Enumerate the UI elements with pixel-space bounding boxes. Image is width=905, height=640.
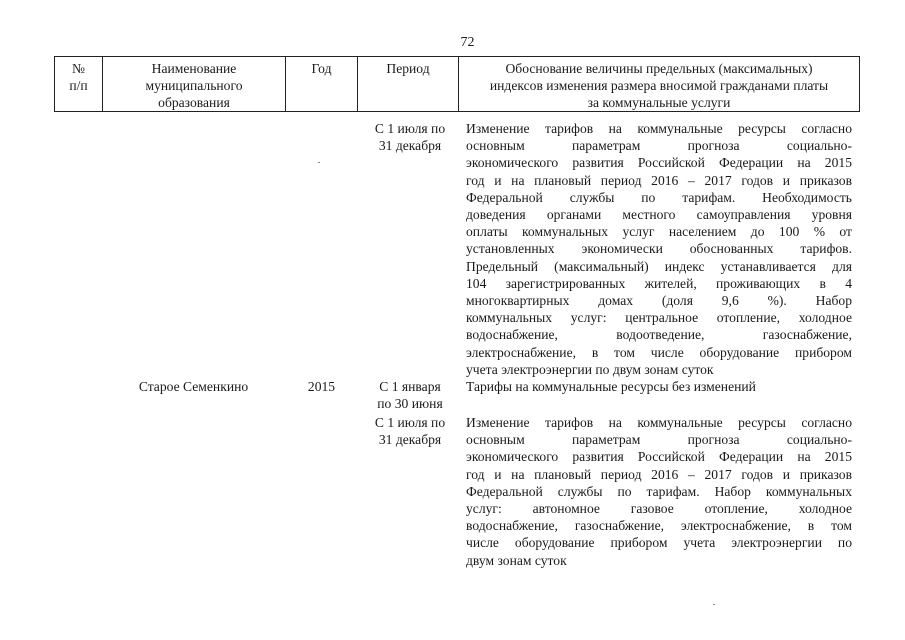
scan-speck xyxy=(713,604,715,605)
basis-line: Федеральной службы по тарифам. Набор коммунальных xyxy=(466,483,852,499)
page-number: 72 xyxy=(460,35,475,50)
header-right-border xyxy=(859,56,860,112)
basis-line: коммунальных услуг: центральное отопление, холодное xyxy=(466,310,852,326)
basis-line: Изменение тарифов на коммунальные ресурсы согласно xyxy=(466,121,852,136)
basis-line: учета электроэнергии по двум зонам суток xyxy=(466,361,714,377)
header-basis: Обоснование величины предельных (максимальных) индексов изменения размера вносимой гражданами платы за коммунальные услуги xyxy=(489,61,829,111)
header-name: Наименование муниципального образования xyxy=(145,61,243,111)
header-num: № п/п xyxy=(69,61,88,94)
basis-line: Федеральной службы по тарифам. Необходимость xyxy=(466,189,852,205)
basis-line: год и на плановый период 2016 – 2017 годов и приказов xyxy=(466,172,852,188)
basis-cell xyxy=(466,414,852,569)
year-cell: 2015 xyxy=(307,379,336,394)
basis-line: Тарифы на коммунальные ресурсы без изменений xyxy=(466,379,756,394)
basis-line: доведения органами местного самоуправления уровня xyxy=(466,207,852,223)
period-cell: С 1 июля по 31 декабря xyxy=(374,415,446,448)
basis-line: оплаты коммунальных услуг населением до 100 % от xyxy=(466,224,852,240)
basis-line: год и на плановый период 2016 – 2017 годов и приказов xyxy=(466,466,852,482)
basis-line: основным параметрам прогноза социально- xyxy=(466,138,852,154)
scan-speck xyxy=(318,162,320,163)
basis-line: услуг: автономное газовое отопление, холодное xyxy=(466,501,852,517)
basis-line: основным параметрам прогноза социально- xyxy=(466,432,852,448)
basis-line: двум зонам суток xyxy=(466,552,567,568)
header-year: Год xyxy=(311,61,332,76)
municipality-name: Старое Семенкино xyxy=(138,379,249,394)
period-cell: С 1 июля по 31 декабря xyxy=(374,121,446,154)
basis-line: Изменение тарифов на коммунальные ресурсы согласно xyxy=(466,415,852,430)
header-period: Период xyxy=(386,61,430,76)
basis-line: числе оборудование прибором учета электроэнергии по xyxy=(466,535,852,551)
basis-line: водоснабжение, водоотведение, газоснабжение, xyxy=(466,327,852,343)
header-top-border xyxy=(54,56,860,57)
basis-line: 104 зарегистрированных жителей, проживающих в 4 xyxy=(466,275,852,291)
basis-line: электроснабжение, в том числе оборудование прибором xyxy=(466,344,852,360)
basis-line: водоснабжение, газоснабжение, электроснабжение, в том xyxy=(466,518,852,534)
basis-line: экономического развития Российской Федерации на 2015 xyxy=(466,155,852,171)
basis-cell xyxy=(466,378,852,395)
basis-line: экономического развития Российской Федерации на 2015 xyxy=(466,449,852,465)
basis-cell xyxy=(466,120,852,378)
period-cell: С 1 января по 30 июня xyxy=(377,379,443,412)
basis-line: многоквартирных домах (доля 9,6 %). Набор xyxy=(466,293,852,309)
basis-line: Предельный (максимальный) индекс устанавливается для xyxy=(466,258,852,274)
basis-line: установленных экономически обоснованных тарифов. xyxy=(466,241,852,257)
